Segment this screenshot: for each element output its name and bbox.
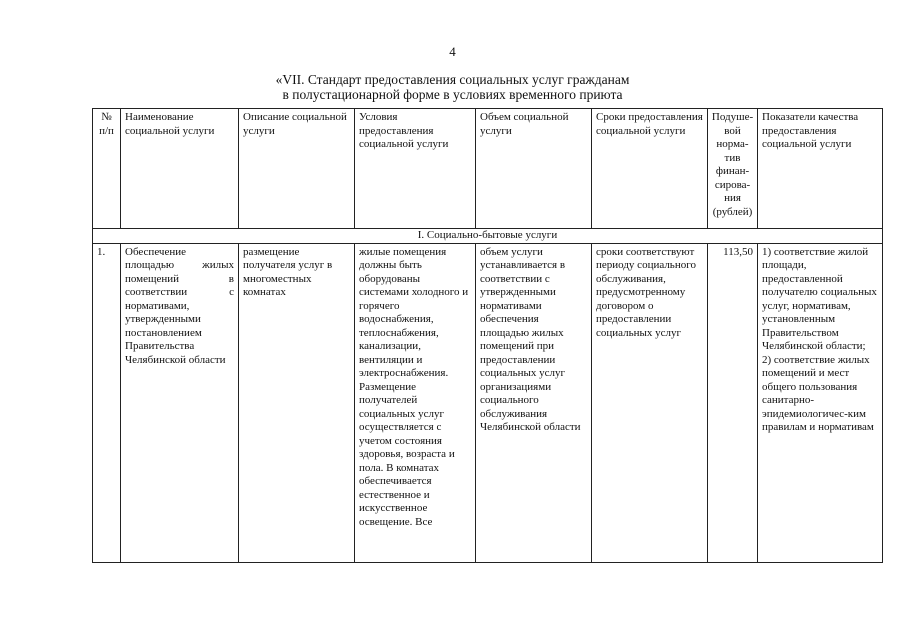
row-quality: 1) соответствие жилой площади, предоставленной получателю социальных услуг, нормативам, установленным Правительством Челябинской области; 2) соответствие жилых помещений и мест общего пользования санитарно-эпидемиологичес-ким правилам и нормативам (758, 243, 883, 562)
title-line-2: в полустационарной форме в условиях временного приюта (282, 87, 623, 102)
row-volume: объем услуги устанавливается в соответствии с утвержденными нормативами обеспечения площадью жилых помещений при предоставлении социальных услуг организациями социального обслуживания Челябинской области (476, 243, 592, 562)
table-header-row (93, 109, 883, 229)
header-name: Наименование социальной услуги (121, 109, 239, 229)
row-terms: сроки соответствуют периоду социального обслуживания, предусмотренному договором о предоставлении социальных услуг (592, 243, 708, 562)
section-row (93, 229, 883, 244)
title-line-1: «VII. Стандарт предоставления социальных услуг гражданам (275, 72, 630, 87)
standards-table (92, 108, 883, 563)
row-conditions: жилые помещения должны быть оборудованы системами холодного и горячего водоснабжения, теплоснабжения, канализации, вентиляции и электроснабжения. Размещение получателей социальных услуг осуществляется с учетом состояния здоровья, возраста и пола. В комнатах обеспечивается естественное и искусственное освещение. Все (355, 243, 476, 562)
page-title (0, 72, 905, 102)
header-quality: Показатели качества предоставления социальной услуги (758, 109, 883, 229)
header-description: Описание социальной услуги (239, 109, 355, 229)
header-norm: Подуше- вой норма- тив финан- сирова- ния (рублей) (708, 109, 758, 229)
row-norm: 113,50 (708, 243, 758, 562)
section-title: I. Социально-бытовые услуги (93, 229, 883, 244)
header-num: № п/п (93, 109, 121, 229)
header-volume: Объем социальной услуги (476, 109, 592, 229)
table-row (93, 243, 883, 562)
row-name: Обеспечение площадью жилых помещений в соответствии с нормативами, утвержденными постановлением Правительства Челябинской области (121, 243, 239, 562)
row-description: размещение получателя услуг в многоместных комнатах (239, 243, 355, 562)
header-conditions: Условия предоставления социальной услуги (355, 109, 476, 229)
header-terms: Сроки предоставления социальной услуги (592, 109, 708, 229)
page-number: 4 (449, 44, 456, 59)
row-num: 1. (93, 243, 121, 562)
